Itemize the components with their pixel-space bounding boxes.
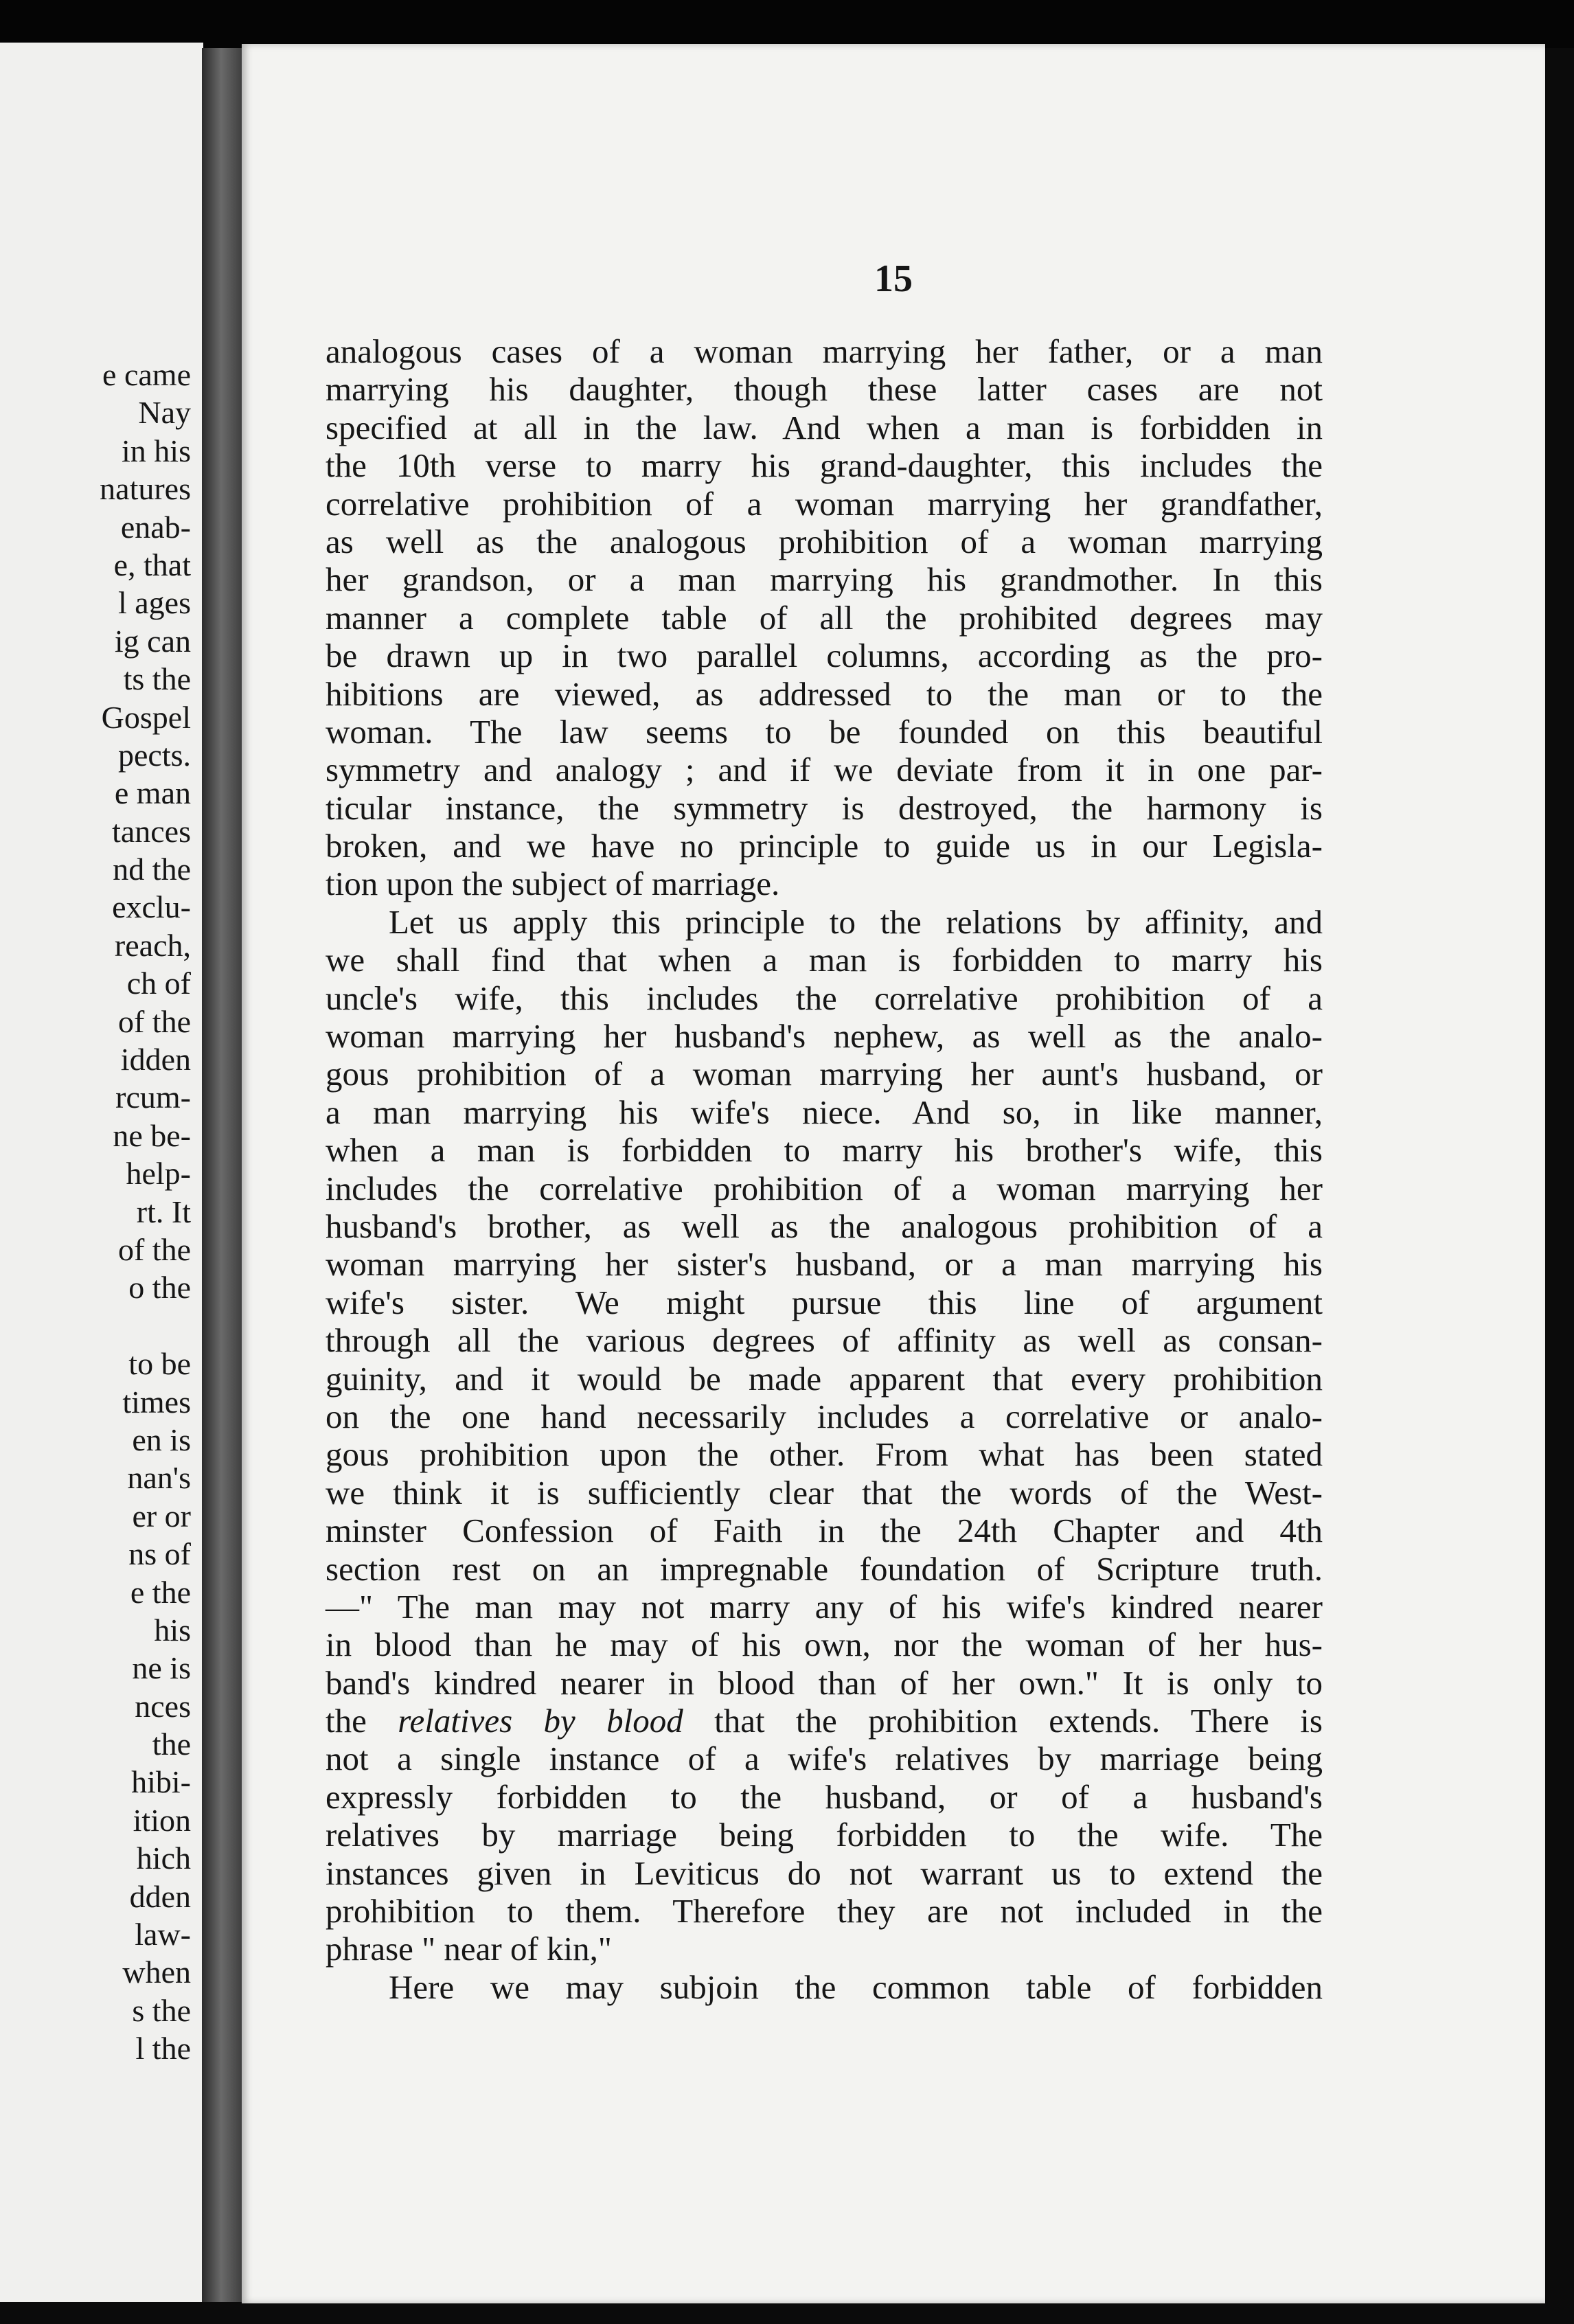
text-line: —" The man may not marry any of his wife's kindred nearer xyxy=(326,1587,1323,1626)
left-fragment-line: ne is xyxy=(132,1650,191,1686)
text-line: includes the correlative prohibition of a woman marrying her xyxy=(326,1169,1323,1207)
left-fragment-line: of the xyxy=(117,1231,191,1267)
left-fragment-line: enab- xyxy=(120,509,191,545)
text-line: prohibition to them. Therefore they are not included in the xyxy=(326,1892,1323,1930)
left-fragment-line: exclu- xyxy=(112,889,191,925)
left-fragment-line: law- xyxy=(135,1917,191,1952)
left-fragment-line: ns of xyxy=(128,1536,191,1572)
left-fragment-line: pects. xyxy=(117,737,191,773)
left-fragment-line: l ages xyxy=(117,585,191,621)
left-fragment-line: reach, xyxy=(114,927,191,963)
text-line: phrase " near of kin," xyxy=(326,1930,612,1968)
text-line: section rest on an impregnable foundation of Scripture truth. xyxy=(326,1549,1323,1588)
left-fragment-line: Gospel xyxy=(101,699,191,735)
left-fragment-line xyxy=(100,1307,191,1345)
text-line: marrying his daughter, though these latter cases are not xyxy=(326,370,1323,409)
left-fragment-line: Nay xyxy=(138,395,191,431)
book-gutter xyxy=(202,48,244,2302)
text-line: a man marrying his wife's niece. And so, in like manner, xyxy=(326,1093,1323,1131)
text-line: be drawn up in two parallel columns, according as the pro- xyxy=(326,637,1323,675)
text-line: gous prohibition upon the other. From what has been stated xyxy=(326,1435,1323,1474)
left-fragment-line: tances xyxy=(112,813,191,849)
left-fragment-line: when xyxy=(122,1955,191,1990)
left-fragment-line: natures xyxy=(100,471,191,507)
left-fragment-line: his xyxy=(154,1612,191,1648)
text-line: specified at all in the law. And when a man is forbidden in xyxy=(326,408,1323,446)
text-line: broken, and we have no principle to guide us in our Legisla- xyxy=(326,827,1323,865)
text-line: minster Confession of Faith in the 24th Chapter and 4th xyxy=(326,1512,1323,1550)
text-line: tion upon the subject of marriage. xyxy=(326,865,780,903)
left-fragment-line: idden xyxy=(120,1042,191,1078)
text-line: expressly forbidden to the husband, or of a husband's xyxy=(326,1777,1323,1816)
left-fragment-line: e the xyxy=(130,1574,191,1610)
left-fragment-line: in his xyxy=(122,433,191,468)
left-fragment-line: e, that xyxy=(113,547,191,582)
left-fragment-line: en is xyxy=(132,1422,191,1457)
text-line: as well as the analogous prohibition of a woman marrying xyxy=(326,522,1323,560)
text-line: woman marrying her husband's nephew, as well as the analo- xyxy=(326,1017,1323,1056)
page-number: 15 xyxy=(874,258,913,300)
text-line: relatives by marriage being forbidden to the wife. The xyxy=(326,1816,1323,1854)
text-line: wife's sister. We might pursue this line of argument xyxy=(326,1283,1323,1321)
left-fragment-line: o the xyxy=(128,1270,191,1306)
left-page xyxy=(0,43,203,2302)
left-fragment-line: ch of xyxy=(126,966,191,1001)
left-fragment-line: rt. It xyxy=(136,1194,191,1229)
text-line: band's kindred nearer in blood than of her own." It is only to xyxy=(326,1663,1323,1702)
text-line: Here we may subjoin the common table of forbidden xyxy=(389,1968,1323,2006)
text-line: Let us apply this principle to the relations by affinity, and xyxy=(389,902,1323,941)
text-line: on the one hand necessarily includes a correlative or analo- xyxy=(326,1397,1323,1435)
text-line: symmetry and analogy ; and if we deviate from it in one par- xyxy=(326,751,1323,789)
left-fragment-line: ts the xyxy=(123,661,191,697)
text-line: when a man is forbidden to marry his brother's wife, this xyxy=(326,1131,1323,1170)
left-fragment-line: er or xyxy=(132,1498,191,1534)
left-fragment-line: s the xyxy=(132,1992,191,2028)
left-fragment-line: of the xyxy=(117,1003,191,1039)
text-line: woman marrying her sister's husband, or a man marrying his xyxy=(326,1245,1323,1284)
left-fragment-line: dden xyxy=(129,1878,191,1914)
emphasis: relatives by blood xyxy=(398,1702,683,1740)
text-line: hibitions are viewed, as addressed to the man or to the xyxy=(326,674,1323,713)
text-line: her grandson, or a man marrying his grandmother. In this xyxy=(326,560,1323,599)
left-fragment-line: hich xyxy=(136,1841,191,1876)
body-text xyxy=(326,332,1323,2006)
text-line: woman. The law seems to be founded on this beautiful xyxy=(326,712,1323,751)
left-fragment-line: times xyxy=(122,1384,191,1420)
left-fragment-line: ition xyxy=(133,1802,191,1838)
left-fragment-line: hibi- xyxy=(131,1764,191,1800)
left-fragment-line: nces xyxy=(135,1688,191,1724)
text-line: we think it is sufficiently clear that the words of the West- xyxy=(326,1473,1323,1512)
text-line: guinity, and it would be made apparent that every prohibition xyxy=(326,1359,1323,1398)
text-line: gous prohibition of a woman marrying her aunt's husband, or xyxy=(326,1055,1323,1093)
scan-top-border xyxy=(0,0,1574,48)
right-page xyxy=(242,44,1545,2303)
left-fragment-line: the xyxy=(152,1727,191,1762)
text-line: through all the various degrees of affinity as well as consan- xyxy=(326,1321,1323,1360)
text-line: correlative prohibition of a woman marrying her grandfather, xyxy=(326,484,1323,523)
text-line: manner a complete table of all the prohibited degrees may xyxy=(326,598,1323,637)
left-fragment-line: help- xyxy=(126,1156,191,1192)
text-line: in blood than he may of his own, nor the woman of her hus- xyxy=(326,1626,1323,1664)
left-fragment-line: e man xyxy=(114,775,191,811)
text-line: instances given in Leviticus do not warrant us to extend the xyxy=(326,1854,1323,1892)
text-line: we shall find that when a man is forbidden to marry his xyxy=(326,941,1323,979)
text-line: husband's brother, as well as the analogous prohibition of a xyxy=(326,1207,1323,1245)
left-fragment-line: l the xyxy=(135,2031,191,2066)
left-fragment-line: ig can xyxy=(114,623,191,659)
left-fragment-line: to be xyxy=(128,1346,191,1382)
left-fragment-line: nd the xyxy=(113,852,191,887)
text-line: uncle's wife, this includes the correlative prohibition of a xyxy=(326,979,1323,1017)
left-fragment-line: e came xyxy=(102,357,191,392)
text-line: analogous cases of a woman marrying her father, or a man xyxy=(326,332,1323,370)
left-fragment-line: rcum- xyxy=(115,1080,191,1115)
text-line: the 10th verse to marry his grand-daughter, this includes the xyxy=(326,446,1323,485)
left-fragment-line: ne be- xyxy=(113,1117,191,1153)
left-fragment-line: nan's xyxy=(127,1460,191,1496)
left-page-text-fragments xyxy=(100,356,191,2068)
text-line: ticular instance, the symmetry is destroyed, the harmony is xyxy=(326,788,1323,827)
text-line: not a single instance of a wife's relatives by marriage being xyxy=(326,1740,1323,1778)
text-line: the relatives by blood that the prohibition extends. There is xyxy=(326,1702,1323,1740)
